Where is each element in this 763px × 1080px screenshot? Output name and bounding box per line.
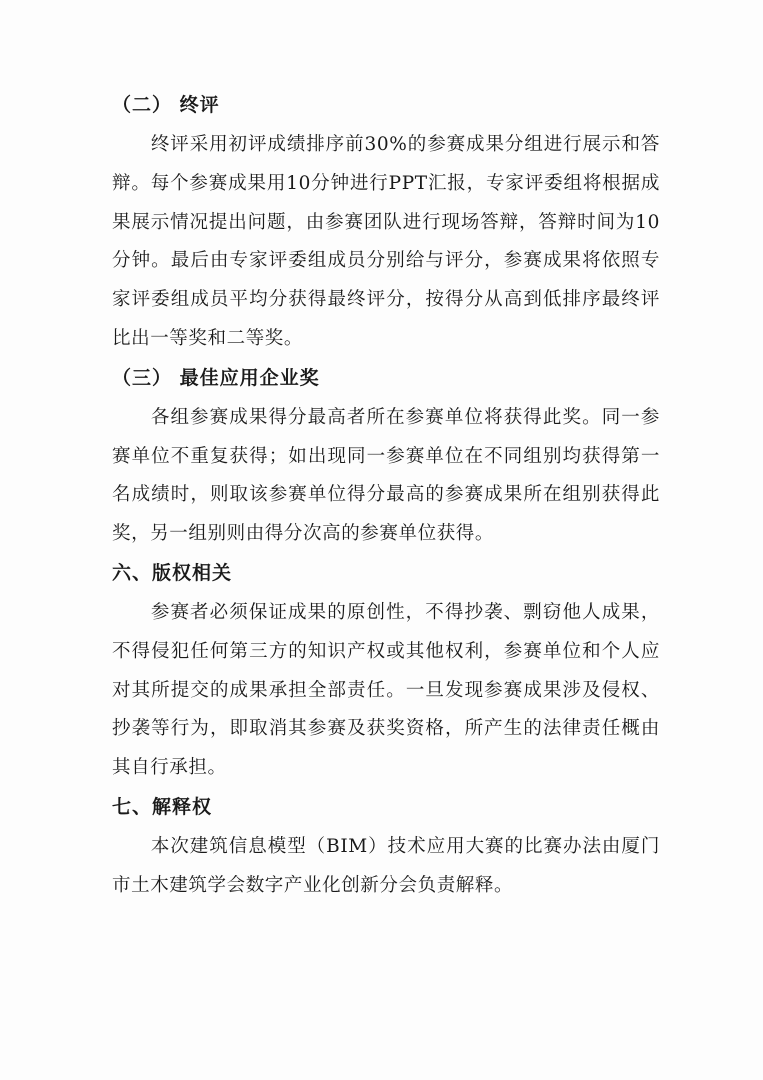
section-heading-interpretation: 七、解释权 [112, 795, 213, 818]
document-body [112, 86, 660, 906]
section-paragraph-copyright: 参赛者必须保证成果的原创性，不得抄袭、剽窃他人成果，不得侵犯任何第三方的知识产权或其他权利，参赛单位和个人应对其所提交的成果承担全部责任。一旦发现参赛成果涉及侵权、抄袭等行为，即取消其参赛及获奖资格，所产生的法律责任概由其自行承担。 [112, 601, 660, 779]
section-paragraph-best-enterprise-award: 各组参赛成果得分最高者所在参赛单位将获得此奖。同一参赛单位不重复获得；如出现同一参赛单位在不同组别均获得第一名成绩时，则取该参赛单位得分最高的参赛成果所在组别获得此奖，另一组别则由得分次高的参赛单位获得。 [112, 406, 660, 545]
section-paragraph-interpretation: 本次建筑信息模型（BIM）技术应用大赛的比赛办法由厦门市土木建筑学会数字产业化创新分会负责解释。 [112, 835, 660, 896]
section-heading-final-review: （二） 终评 [112, 94, 220, 116]
section-heading-best-enterprise-award: （三） 最佳应用企业奖 [112, 366, 320, 389]
section-paragraph-final-review: 终评采用初评成绩排序前30%的参赛成果分组进行展示和答辩。每个参赛成果用10分钟进行PPT汇报，专家评委组将根据成果展示情况提出问题，由参赛团队进行现场答辩，答辩时间为10分钟。最后由专家评委组成员分别给与评分，参赛成果将依照专家评委组成员平均分获得最终评分，按得分从高到低排序最终评比出一等奖和二等奖。 [112, 134, 660, 349]
section-heading-copyright: 六、版权相关 [112, 561, 233, 584]
